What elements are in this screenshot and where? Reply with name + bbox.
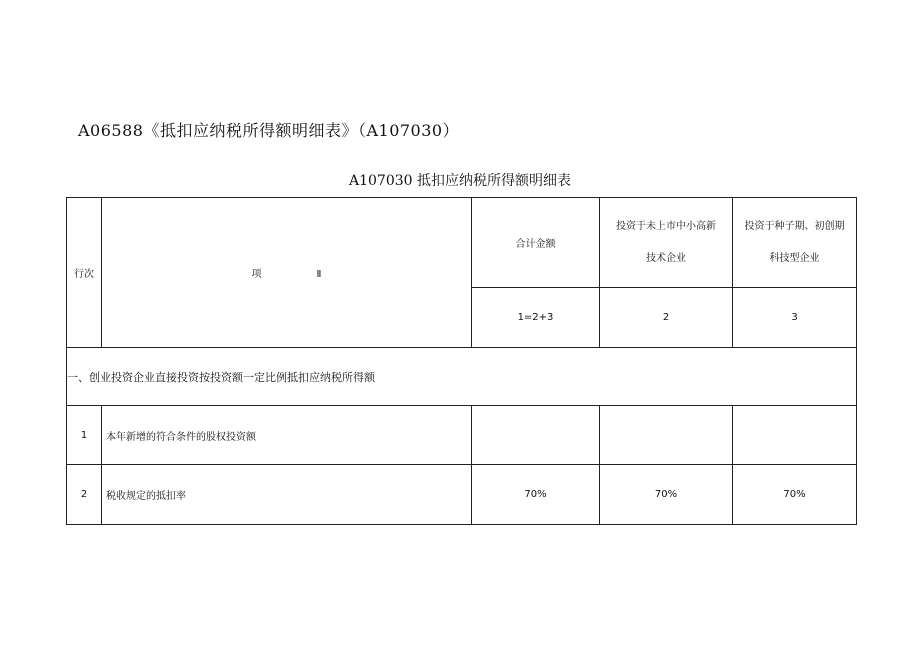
row-col2: 70% [600, 465, 733, 525]
row-item: 税收规定的抵扣率 [102, 465, 472, 525]
row-col3: 70% [733, 465, 857, 525]
col3-header [733, 198, 857, 288]
total-header: 合计金额 [472, 198, 600, 288]
row-number-header: 行次 [67, 198, 102, 348]
item-header [102, 198, 472, 348]
table-row [67, 406, 857, 465]
document-heading: A06588《抵扣应纳税所得额明细表》（A107030） [78, 121, 460, 140]
row-total: 70% [472, 465, 600, 525]
formula-col3: 3 [733, 288, 857, 348]
item-header-right: Ⅱ [316, 269, 322, 280]
item-header-left: 项 [251, 269, 262, 280]
row-item: 本年新增的符合条件的股权投资额 [102, 406, 472, 465]
row-total [472, 406, 600, 465]
deduction-table [66, 197, 857, 525]
table-row [67, 465, 857, 525]
col3-header-line1: 投资于种子期、初创期 [744, 220, 845, 232]
col3-header-line2: 科技型企业 [769, 252, 820, 264]
formula-col2: 2 [600, 288, 733, 348]
col2-header-line2: 技术企业 [646, 252, 686, 264]
header-row [67, 198, 857, 288]
col2-header [600, 198, 733, 288]
table-title: A107030 抵扣应纳税所得额明细表 [348, 173, 571, 189]
row-col2 [600, 406, 733, 465]
col2-header-line1: 投资于未上市中小高新 [616, 220, 716, 232]
section-title: 一、创业投资企业直接投资按投资额一定比例抵扣应纳税所得额 [67, 348, 857, 406]
formula-total: 1=2+3 [472, 288, 600, 348]
row-col3 [733, 406, 857, 465]
section-row [67, 348, 857, 406]
row-number: 2 [67, 465, 102, 525]
row-number: 1 [67, 406, 102, 465]
